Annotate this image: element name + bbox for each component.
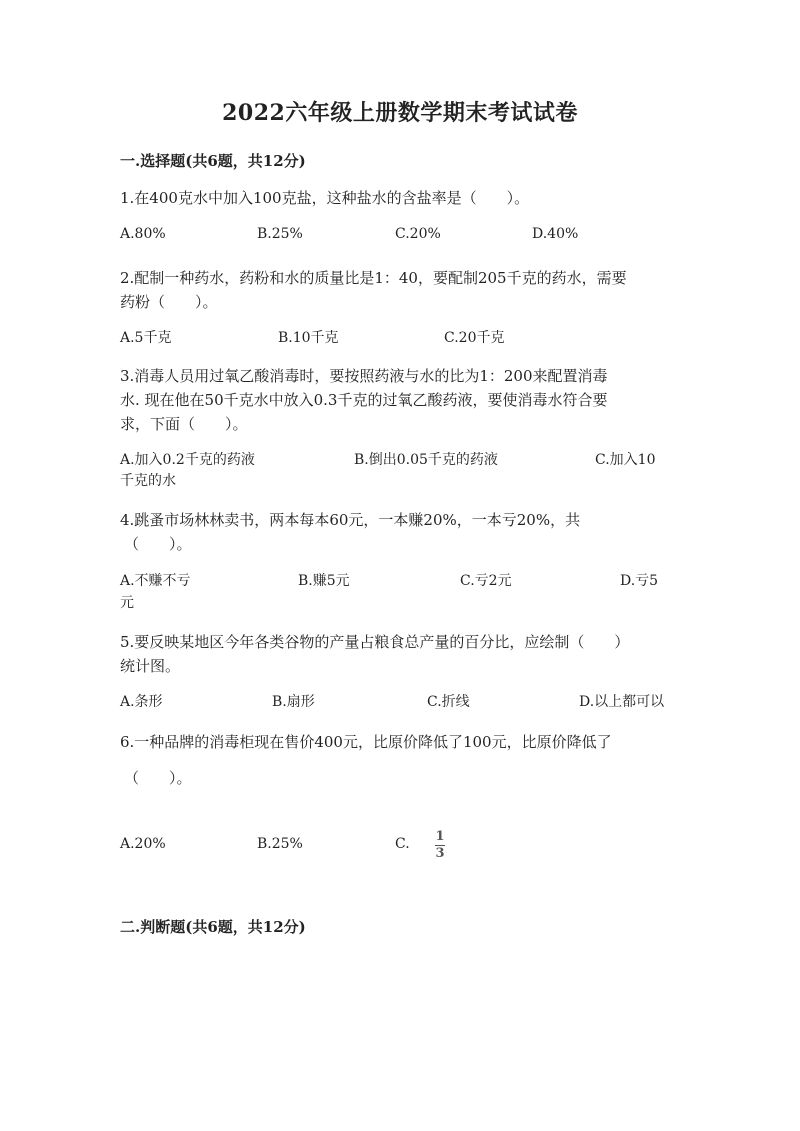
option-d: D.亏5 [620,573,659,589]
question-6-line-1: 6.一种品牌的消毒柜现在售价400元，比原价降低了100元，比原价降低了 [120,733,612,751]
question-3-options [120,449,680,473]
question-3-line-2: 水. 现在他在50千克水中放入0.3千克的过氧乙酸药液，要使消毒水符合要 [120,391,608,409]
question-2-line-2: 药粉（ ）。 [120,293,218,311]
option-b: B.10千克 [278,330,339,346]
question-5-line-2: 统计图。 [120,657,181,675]
question-5 [120,630,680,678]
question-6-options [120,836,680,860]
section-heading-true-false: 二.判断题(共6题，共12分) [120,918,306,936]
fraction-denominator: 3 [435,846,445,861]
option-c: C. [395,836,410,852]
page-title: 2022六年级上册数学期末考试试卷 [222,100,578,126]
question-5-options [120,691,680,715]
fraction-numerator: 1 [435,829,445,844]
option-b: B.扇形 [272,694,315,710]
option-a: A.5千克 [120,330,172,346]
option-d: D.40% [532,226,579,242]
question-1-text: 1.在400克水中加入100克盐，这种盐水的含盐率是（ ）。 [120,189,530,207]
question-6-line-2: （ ）。 [124,769,192,787]
option-b: B.倒出0.05千克的药液 [354,452,498,468]
option-a: A.加入0.2千克的药液 [120,452,255,468]
question-4-options [120,570,680,594]
question-4-line-1: 4.跳蚤市场林林卖书，两本每本60元，一本赚20%，一本亏20%，共 [120,511,581,529]
option-b: B.赚5元 [298,573,350,589]
option-b: B.25% [257,836,303,852]
option-a: A.不赚不亏 [120,573,191,589]
question-3-line-3: 求，下面（ ）。 [120,415,248,433]
question-3 [120,364,680,436]
option-a: A.80% [120,226,166,242]
question-4-option-wrap: 元 [120,595,134,611]
question-3-option-wrap: 千克的水 [120,473,176,489]
question-4 [120,508,680,556]
question-6 [120,730,680,754]
question-2-options [120,327,680,351]
question-4-line-2: （ ）。 [124,535,192,553]
question-2 [120,266,680,314]
option-d: D.以上都可以 [579,694,665,710]
option-a: A.条形 [120,694,163,710]
option-a: A.20% [120,836,166,852]
question-3-line-1: 3.消毒人员用过氧乙酸消毒时，要按照药液与水的比为1：200来配置消毒 [120,367,608,385]
option-c: C.亏2元 [460,573,512,589]
question-1 [120,186,680,210]
question-2-line-1: 2.配制一种药水，药粉和水的质量比是1：40，要配制205千克的药水，需要 [120,269,627,287]
fraction-one-third [435,830,445,861]
question-1-options [120,226,680,250]
question-5-line-1: 5.要反映某地区今年各类谷物的产量占粮食总产量的百分比，应绘制（ ） [120,633,630,651]
section-heading-multiple-choice: 一.选择题(共6题，共12分) [120,152,306,170]
option-c: C.折线 [427,694,470,710]
option-c: C.20千克 [444,330,505,346]
option-b: B.25% [257,226,303,242]
option-c: C.加入10 [595,452,656,468]
option-c: C.20% [395,226,441,242]
